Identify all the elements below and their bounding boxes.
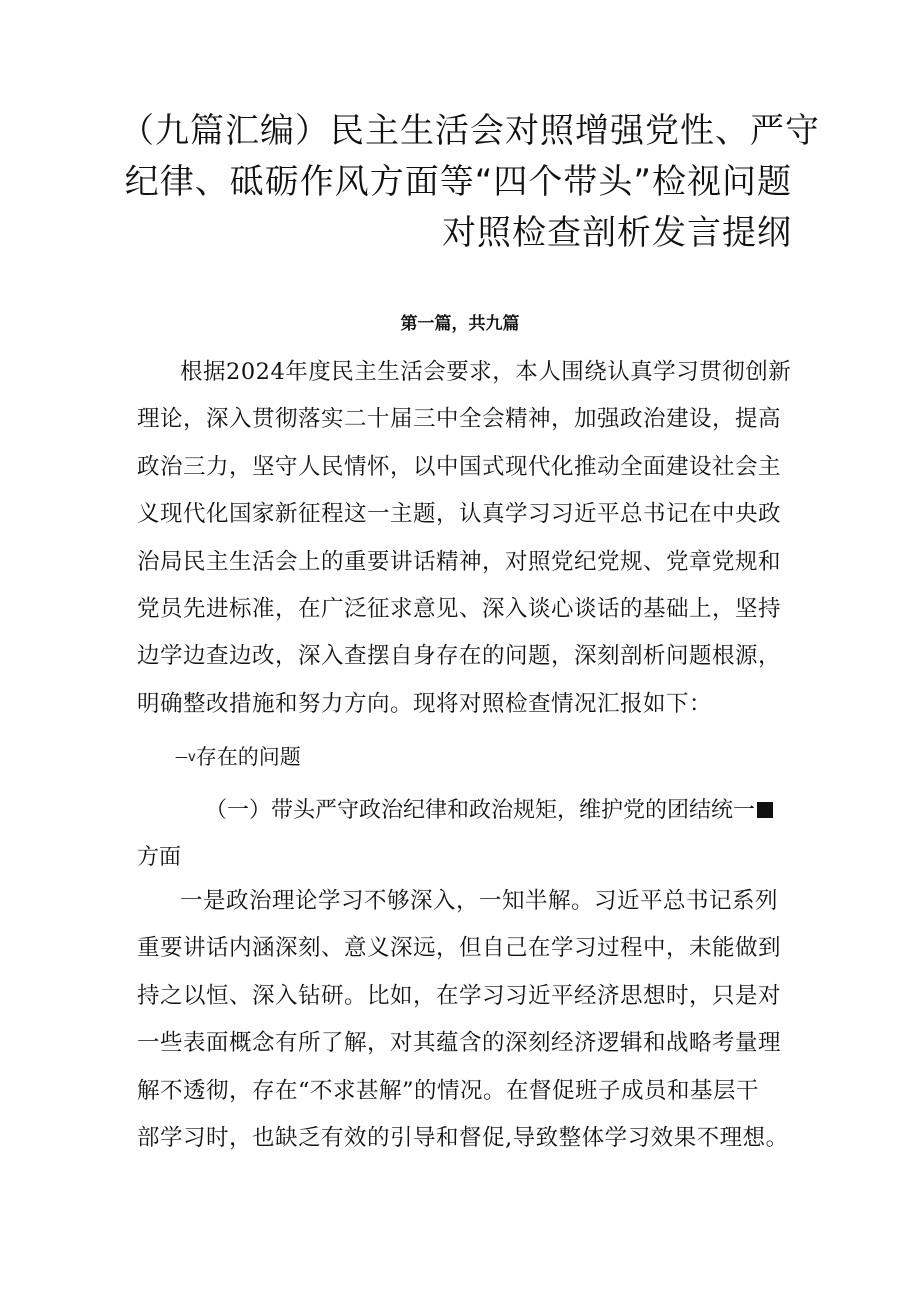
paragraph-line: 理论，深入贯彻落实二十届三中全会精神，加强政治建设，提高	[137, 406, 782, 433]
section-heading-text: 存在的问题	[195, 745, 301, 769]
paragraph-line: 政治三力，坚守人民情怀，以中国式现代化推动全面建设社会主	[137, 453, 782, 480]
title-line: 纪律、砥砺作风方面等“四个带头”检视问题	[124, 162, 792, 202]
title-line: 对照检查剖析发言提纲	[442, 213, 792, 253]
body-paragraph	[137, 878, 787, 1162]
part-label: 第一篇，共九篇	[400, 314, 520, 334]
intro-paragraph	[137, 349, 792, 728]
subsection-line	[137, 787, 797, 834]
paragraph-line: 持之以恒、深入钻研。比如，在学习习近平经济思想时，只是对	[137, 982, 782, 1009]
subsection-heading	[137, 787, 797, 881]
section-heading	[175, 742, 301, 773]
paragraph-line: 重要讲话内涵深刻、意义深远，但自己在学习过程中，未能做到	[137, 935, 782, 962]
paragraph-line: 解不透彻，存在“不求甚解”的情况。在督促班子成员和基层干	[137, 1077, 760, 1104]
title-line: （九篇汇编）民主生活会对照增强党性、严守	[120, 111, 820, 151]
subsection-text: （一）带头严守政治纪律和政治规矩，维护党的团结统一	[205, 798, 756, 823]
paragraph-line: 义现代化国家新征程这一主题，认真学习习近平总书记在中央政	[137, 501, 782, 528]
document-title	[120, 106, 820, 259]
paragraph-line: 治局民主生活会上的重要讲话精神，对照党纪党规、党章党规和	[137, 548, 782, 575]
paragraph-line: 根据2024年度民主生活会要求，本人围绕认真学习贯彻创新	[180, 359, 792, 385]
subsection-line: 方面	[137, 845, 182, 870]
paragraph-line: 边学边查边改，深入查摆自身存在的问题，深刻剖析问题根源，	[137, 643, 782, 670]
paragraph-line: 明确整改措施和努力方向。现将对照检查情况汇报如下：	[137, 690, 713, 717]
paragraph-line: 一是政治理论学习不够深入，一知半解。习近平总书记系列	[180, 888, 779, 914]
paragraph-line: 部学习时，也缺乏有效的引导和督促,导致整体学习效果不理想。	[137, 1125, 789, 1152]
square-bullet-icon	[757, 802, 773, 818]
paragraph-line: 党员先进标准，在广泛征求意见、深入谈心谈话的基础上，坚持	[137, 596, 782, 623]
section-marker: —v	[175, 750, 196, 765]
paragraph-line: 一些表面概念有所了解，对其蕴含的深刻经济逻辑和战略考量理	[137, 1030, 782, 1057]
